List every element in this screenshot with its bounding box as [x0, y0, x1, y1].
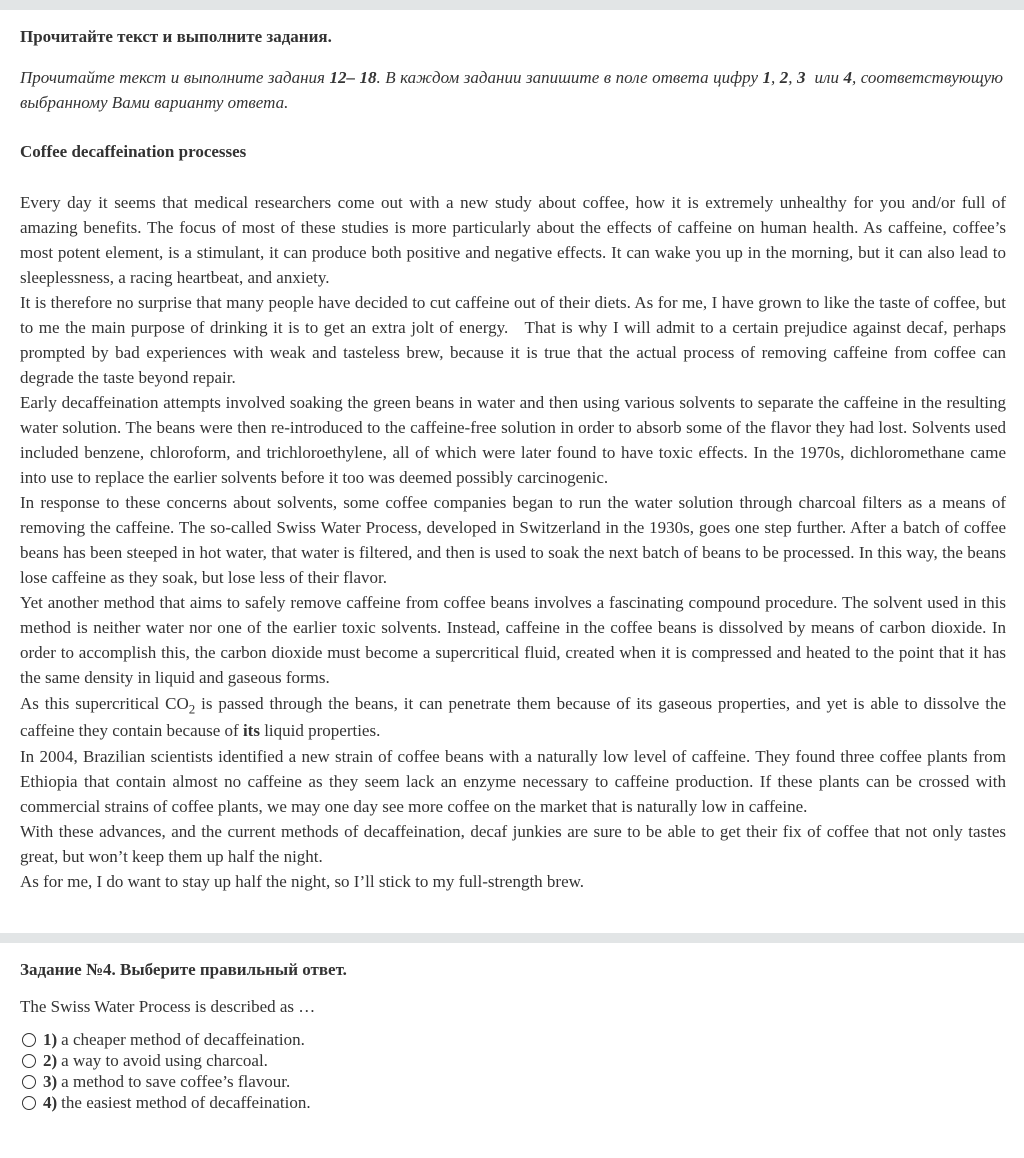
- answer-options: [20, 1029, 311, 1113]
- option-text: a cheaper method of decaffeination.: [61, 1029, 305, 1049]
- co2-text: is passed through the beans, it can penetrate them because of its gaseous properties, and yet is able to dissolve the caffeine they contain because of: [20, 694, 1006, 740]
- radio-button-icon[interactable]: [22, 1075, 36, 1089]
- option-number: 2): [43, 1050, 58, 1070]
- co2-text: As this supercritical CO: [20, 694, 189, 713]
- instructions-text: [20, 65, 1003, 115]
- task-range: 12– 18: [329, 68, 377, 87]
- article-paragraph: As for me, I do want to stay up half the night, so I’ll stick to my full-strength brew.: [20, 872, 585, 891]
- digit-4: 4: [843, 68, 852, 87]
- instructions-part: . В каждом задании запишите в поле ответа цифру: [376, 68, 763, 87]
- option-text: the easiest method of decaffeination.: [61, 1092, 311, 1112]
- article-paragraph-co2: [20, 690, 1006, 744]
- highlighted-word: its: [242, 721, 260, 740]
- page-heading: Прочитайте текст и выполните задания.: [20, 27, 332, 46]
- answer-option-2[interactable]: [20, 1050, 311, 1071]
- digit-2: 2: [779, 68, 789, 87]
- instructions-part: ,: [788, 68, 798, 87]
- article-paragraph: In 2004, Brazilian scientists identified a new strain of coffee beans with a naturally low level of caffeine. They found three coffee plants from Ethiopia that contain almost no caffeine as they seem lack an enzyme necessary to caffeine production. If these plants can be crossed with commercial strains of coffee plants, we may one day see more coffee on the market that is naturally low in caffeine.: [20, 747, 1006, 816]
- task-title: Задание №4. Выберите правильный ответ.: [20, 960, 347, 979]
- option-number: 3): [43, 1071, 58, 1091]
- instructions-part: Прочитайте текст и выполните задания: [20, 68, 330, 87]
- digit-3: 3: [797, 68, 806, 87]
- article-paragraph: Early decaffeination attempts involved soaking the green beans in water and then using various solvents to separate the caffeine in the resulting water solution. The beans were then re-introduced to the caffeine-free solution in order to absorb some of the flavor they had lost. Solvents used included benzene, chloroform, and trichloroethylene, all of which were later found to have toxic effects. In the 1970s, dichloromethane came into use to replace the earlier solvents before it too was deemed possibly carcinogenic.: [20, 393, 1006, 487]
- instructions-part: , соответствующую выбранному Вами варианту ответа.: [20, 68, 1003, 112]
- co2-subscript: 2: [188, 701, 196, 717]
- co2-text: liquid properties.: [259, 721, 381, 740]
- radio-button-icon[interactable]: [22, 1033, 36, 1047]
- instructions-part: или: [805, 68, 844, 87]
- option-text: a method to save coffee’s flavour.: [61, 1071, 291, 1091]
- task-question: The Swiss Water Process is described as …: [20, 997, 316, 1016]
- article-paragraph: Yet another method that aims to safely remove caffeine from coffee beans involves a fascinating compound procedure. The solvent used in this method is neither water nor one of the earlier toxic solvents. Instead, caffeine in the coffee beans is dissolved by means of carbon dioxide. In order to accomplish this, the carbon dioxide must become a supercritical fluid, created when it is compressed and heated to the point that it has the same density in liquid and gaseous forms.: [20, 593, 1006, 687]
- option-number: 4): [43, 1092, 58, 1112]
- option-number: 1): [43, 1029, 58, 1049]
- article-body: [20, 190, 1011, 894]
- option-text: a way to avoid using charcoal.: [61, 1050, 268, 1070]
- article-paragraph: It is therefore no surprise that many people have decided to cut caffeine out of their diets. As for me, I have grown to like the taste of coffee, but to me the main purpose of drinking it is to get an extra jolt of energy. That is why I will admit to a certain prejudice against decaf, perhaps prompted by bad experiences with weak and tasteless brew, because it is true that the actual process of removing caffeine from coffee can degrade the taste beyond repair.: [20, 293, 1011, 387]
- article-paragraph: With these advances, and the current methods of decaffeination, decaf junkies are sure to be able to get their fix of coffee that not only tastes great, but won’t keep them up half the night.: [20, 822, 1006, 866]
- answer-option-4[interactable]: [20, 1092, 311, 1113]
- answer-option-1[interactable]: [20, 1029, 311, 1050]
- digit-1: 1: [762, 68, 771, 87]
- article-title: Coffee decaffeination processes: [20, 142, 247, 161]
- radio-button-icon[interactable]: [22, 1054, 36, 1068]
- top-separator: [0, 0, 1024, 10]
- answer-option-3[interactable]: [20, 1071, 311, 1092]
- radio-button-icon[interactable]: [22, 1096, 36, 1110]
- section-separator: [0, 933, 1024, 943]
- instructions-part: ,: [771, 68, 780, 87]
- article-paragraph: Every day it seems that medical researchers come out with a new study about coffee, how it is extremely unhealthy for you and/or full of amazing benefits. The focus of most of these studies is more particularly about the effects of caffeine on human health. As caffeine, coffee’s most potent element, is a stimulant, it can produce both positive and negative effects. It can wake you up in the morning, but it can also lead to sleeplessness, a racing heartbeat, and anxiety.: [20, 193, 1006, 287]
- article-paragraph: In response to these concerns about solvents, some coffee companies began to run the water solution through charcoal filters as a means of removing the caffeine. The so-called Swiss Water Process, developed in Switzerland in the 1930s, goes one step further. After a batch of coffee beans has been steeped in hot water, that water is filtered, and then is used to soak the next batch of beans to be processed. In this way, the beans lose caffeine as they soak, but lose less of their flavor.: [20, 493, 1006, 587]
